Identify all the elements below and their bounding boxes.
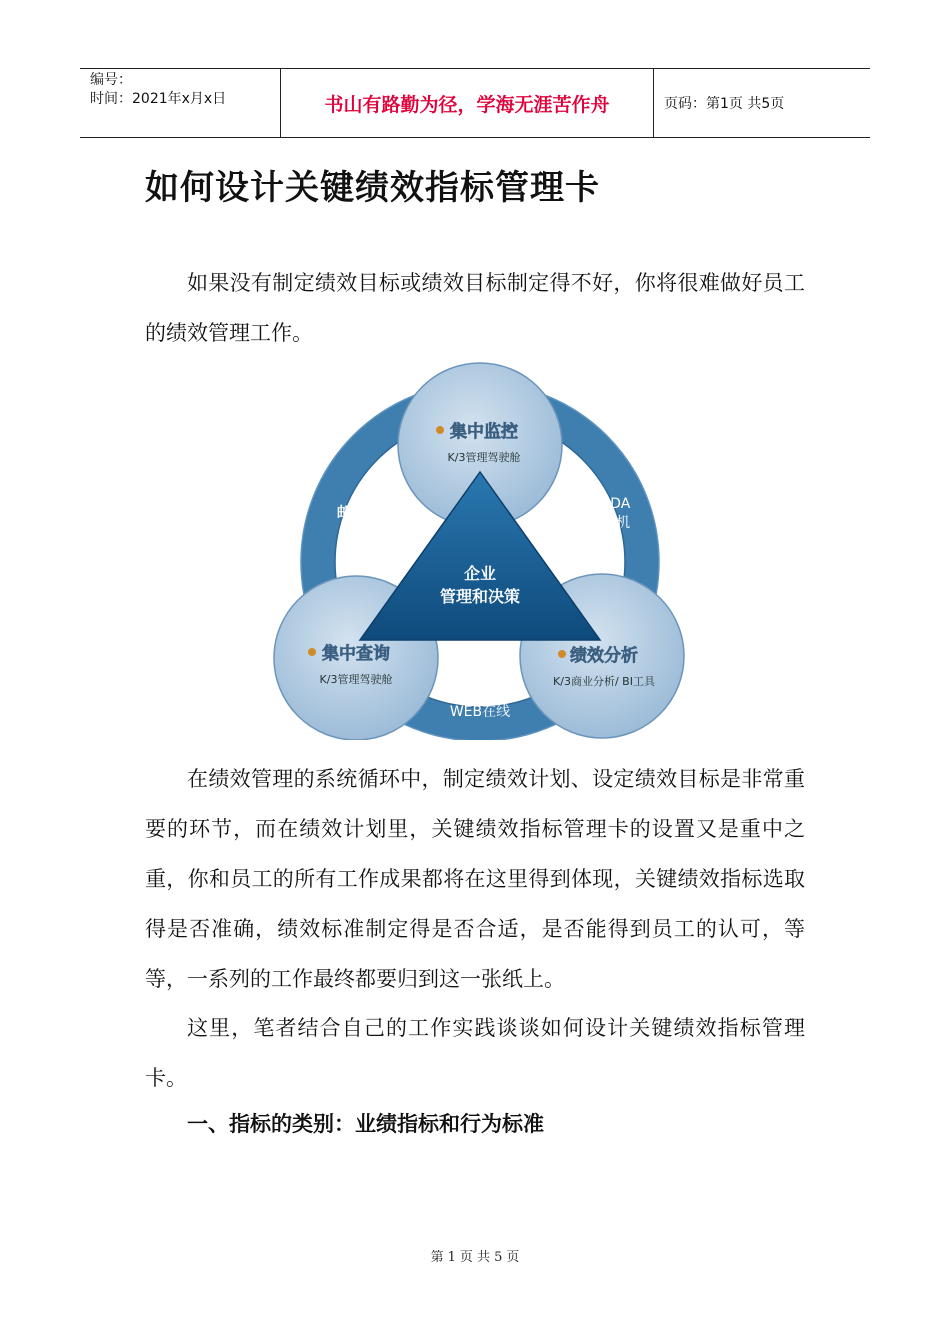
left-sub: K/3管理驾驶舱 — [319, 673, 393, 686]
ring-label-phone: 手机 — [602, 515, 630, 531]
footer-suffix: 页 — [506, 1250, 520, 1265]
paragraph-body: 在绩效管理的系统循环中，制定绩效计划、设定绩效目标是非常重要的环节，而在绩效计划里，关键绩效指标管理卡的设置又是重中之重，你和员工的所有工作成果都将在这里得到体现，关键绩效指标选取得是否准确，绩效标准制定得是否合适，是否能得到员工的认可，等等，一系列的工作最终都要归到这一张纸上。 — [145, 767, 805, 991]
bullet-dot-icon — [558, 650, 566, 658]
paragraph-intro: 如果没有制定绩效目标或绩效目标制定得不好，你将很难做好员工的绩效管理工作。 — [145, 271, 805, 345]
header-meta — [80, 69, 280, 137]
paragraph-approach: 这里，笔者结合自己的工作实践谈谈如何设计关键绩效指标管理卡。 — [145, 1016, 805, 1090]
ring-label-pda: PDA — [601, 496, 631, 512]
footer-total: 5 — [494, 1250, 503, 1265]
ring-label-mail: 邮件 — [337, 505, 365, 521]
date-label: 时间：2021年x月x日 — [90, 91, 227, 107]
right-title: 绩效分析 — [570, 646, 638, 666]
header-motto: 书山有路勤为径，学海无涯苦作舟 — [280, 69, 654, 137]
number-label: 编号： — [90, 72, 132, 88]
document-header — [80, 68, 870, 138]
bullet-dot-icon — [436, 426, 444, 434]
right-sub: K/3商业分析/ BI工具 — [553, 675, 655, 688]
page-title: 如何设计关键绩效指标管理卡 — [145, 168, 600, 208]
ring-label-web: WEB在线 — [449, 704, 511, 720]
header-page-info: 页码：第1页 共5页 — [664, 96, 785, 112]
center-text-2: 管理和决策 — [439, 587, 521, 606]
bullet-dot-icon — [308, 648, 316, 656]
left-title: 集中查询 — [322, 644, 390, 664]
center-triangle — [360, 472, 600, 640]
page-footer — [0, 1246, 950, 1265]
footer-page: 1 — [447, 1250, 456, 1265]
center-text-1: 企业 — [463, 564, 497, 583]
top-sub: K/3管理驾驶舱 — [447, 451, 521, 464]
top-title: 集中监控 — [450, 422, 518, 442]
section-heading-1: 一、指标的类别：业绩指标和行为标准 — [187, 1112, 544, 1136]
footer-prefix: 第 — [430, 1250, 444, 1265]
footer-mid: 页 共 — [459, 1250, 491, 1265]
management-diagram — [268, 356, 708, 740]
